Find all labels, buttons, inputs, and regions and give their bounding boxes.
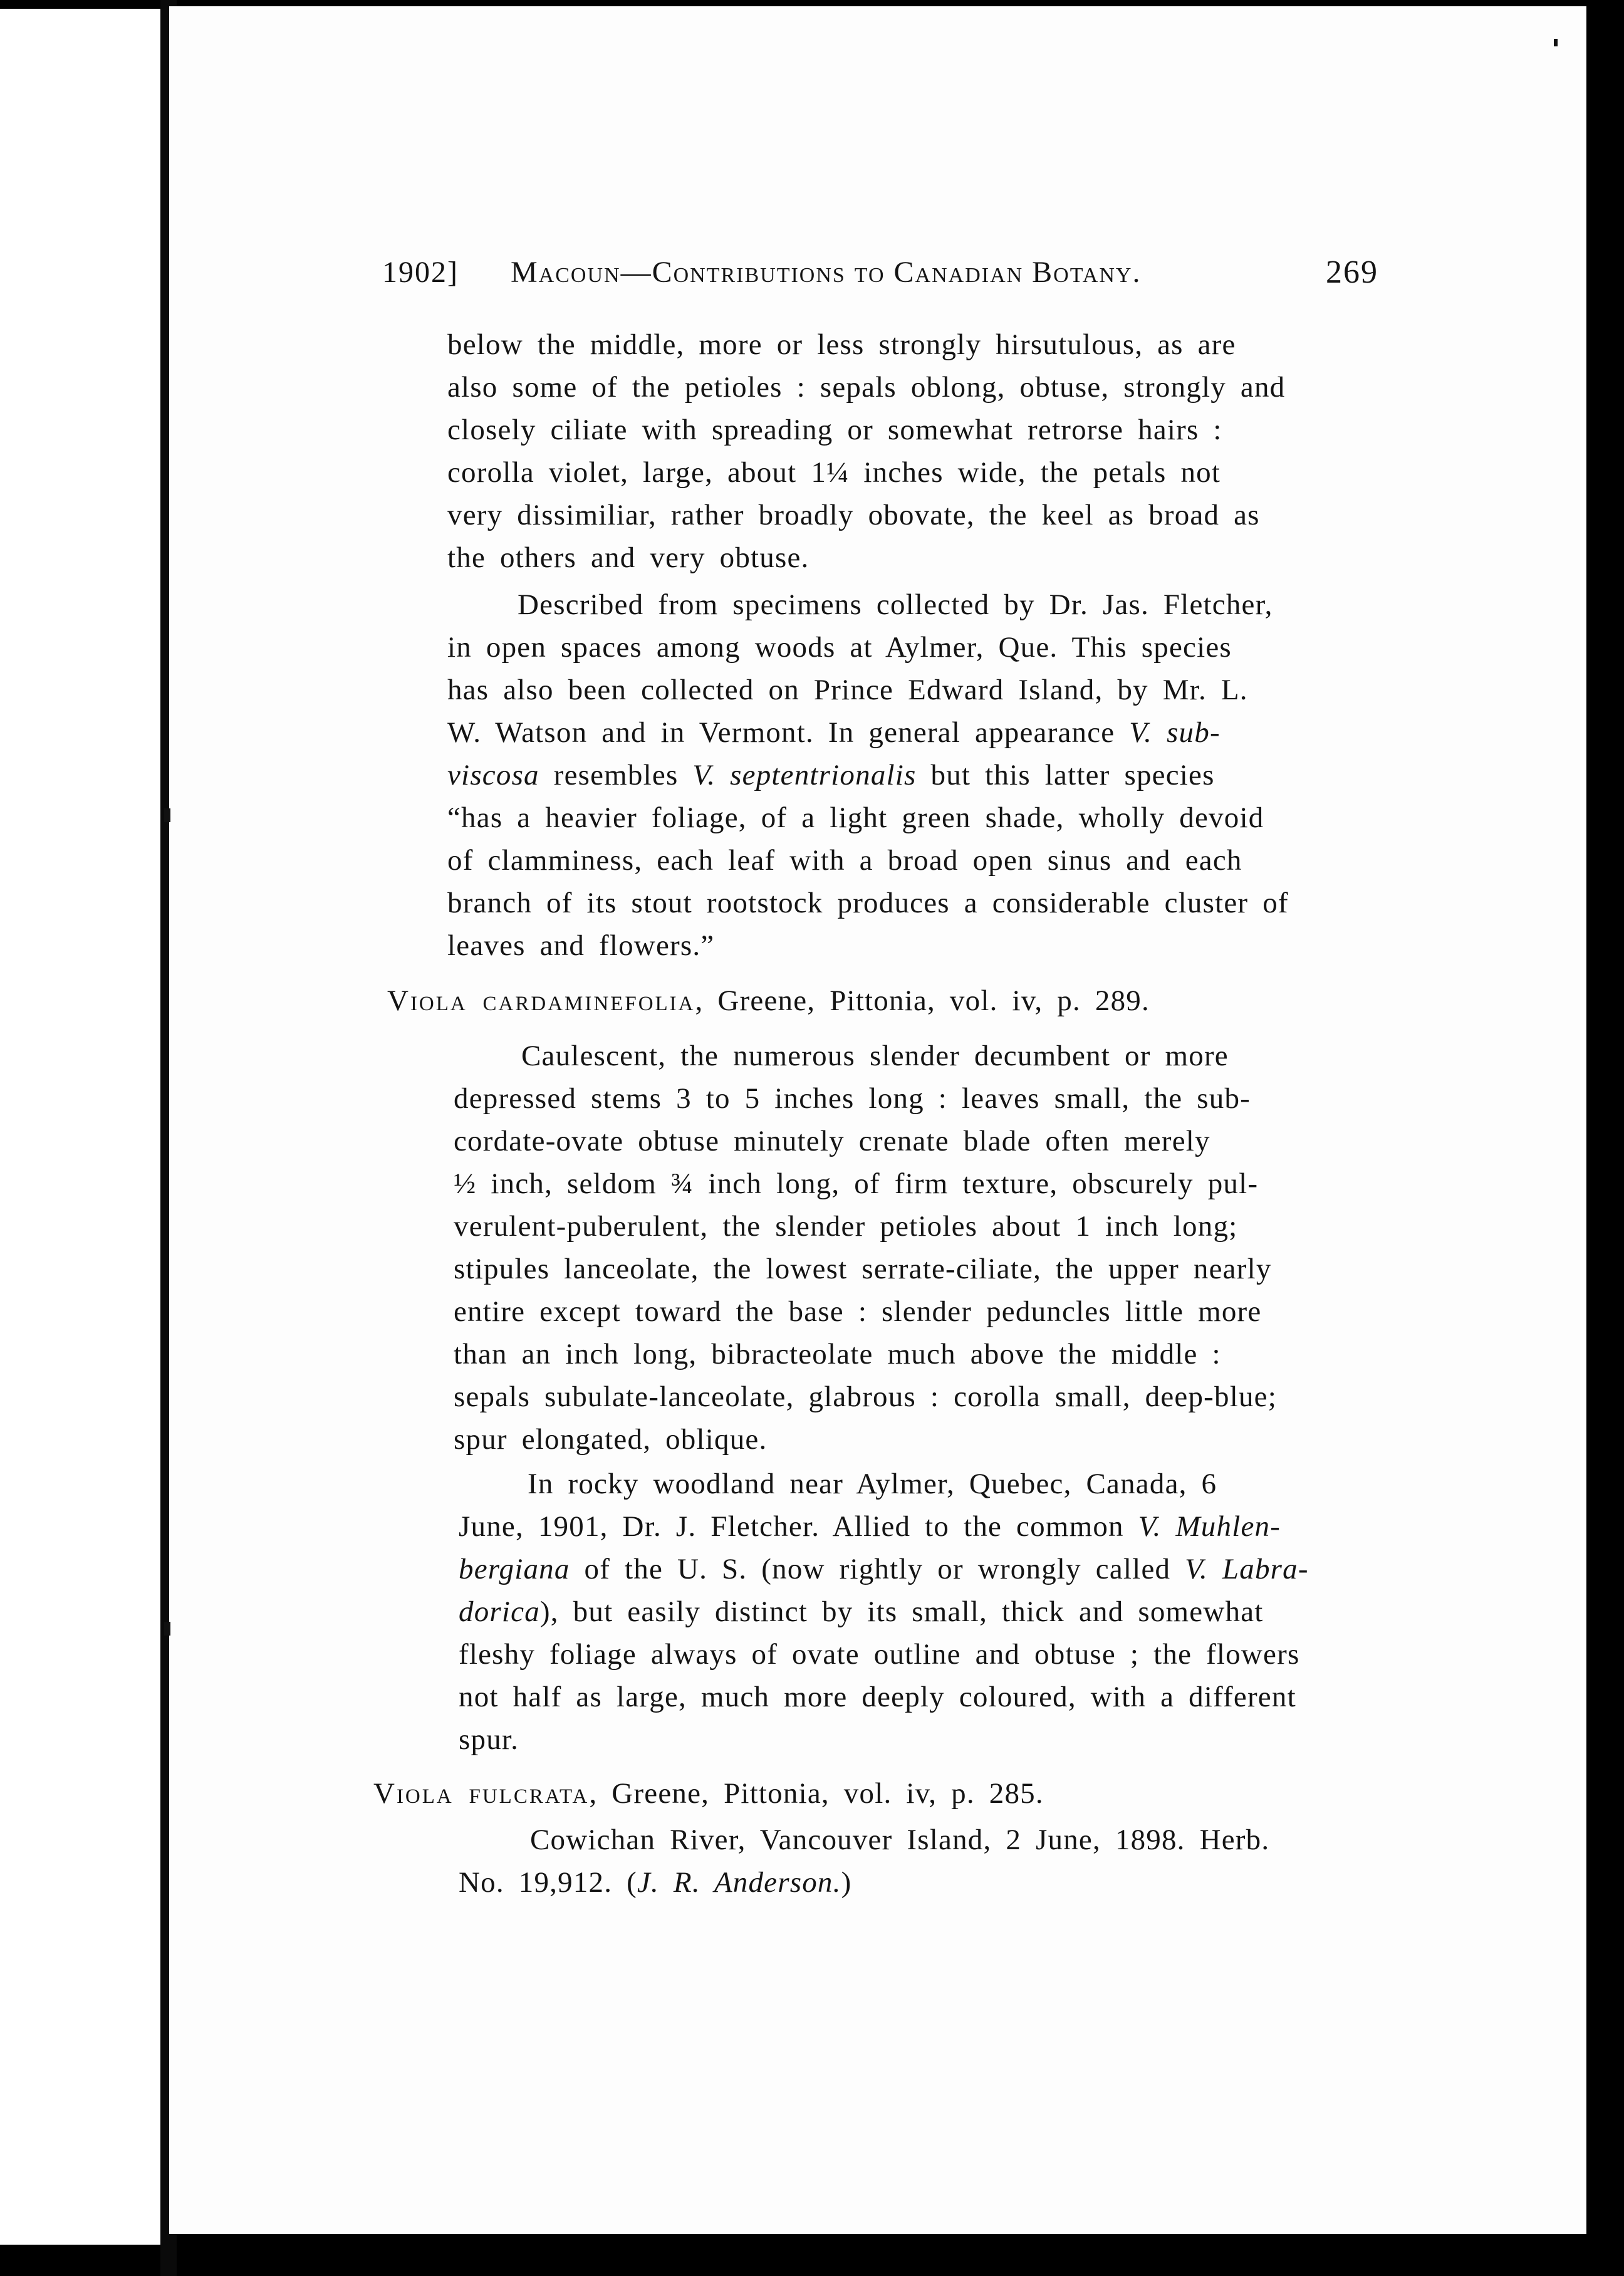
running-head bbox=[382, 251, 1378, 295]
header-year: 1902] bbox=[382, 256, 459, 289]
text-line: than an inch long, bibracteolate much above the middle : bbox=[454, 1338, 1221, 1370]
text-segment: but this latter species bbox=[916, 759, 1215, 791]
species-heading bbox=[373, 1775, 1044, 1812]
text-line bbox=[459, 1550, 1309, 1588]
species-name: Viola fulcrata bbox=[373, 1777, 590, 1810]
text-line: entire except toward the base : slender peduncles little more bbox=[454, 1295, 1262, 1328]
text-line bbox=[459, 1864, 851, 1901]
text-line: branch of its stout rootstock produces a considerable cluster of bbox=[447, 887, 1289, 919]
text-line: In rocky woodland near Aylmer, Quebec, Canada, 6 bbox=[528, 1468, 1217, 1500]
text-line: the others and very obtuse. bbox=[447, 541, 809, 574]
species-citation: , Greene, Pittonia, vol. iv, p. 289. bbox=[695, 984, 1150, 1017]
text-segment: ) bbox=[841, 1866, 852, 1899]
text-line: Described from specimens collected by Dr. Jas. Fletcher, bbox=[518, 588, 1273, 621]
scan-artifact bbox=[1554, 39, 1558, 46]
text-segment: W. Watson and in Vermont. In general appearance bbox=[447, 716, 1130, 749]
text-line bbox=[447, 714, 1221, 751]
text-segment: June, 1901, Dr. J. Fletcher. Allied to the common bbox=[459, 1510, 1138, 1543]
taxon-name: V. Muhlen- bbox=[1138, 1510, 1281, 1543]
text-line: of clamminess, each leaf with a broad open sinus and each bbox=[447, 844, 1242, 877]
page-number: 269 bbox=[1326, 254, 1378, 290]
text-line: not half as large, much more deeply coloured, with a different bbox=[459, 1681, 1296, 1713]
text-line bbox=[459, 1508, 1281, 1545]
taxon-name: bergiana bbox=[459, 1553, 570, 1585]
text-line: Cowichan River, Vancouver Island, 2 June, 1898. Herb. bbox=[530, 1824, 1270, 1856]
text-line: in open spaces among woods at Aylmer, Que. This species bbox=[447, 631, 1232, 664]
taxon-name: viscosa bbox=[447, 759, 539, 791]
taxon-name: V. septentrionalis bbox=[692, 759, 917, 791]
text-segment: of the U. S. (now rightly or wrongly called bbox=[570, 1553, 1185, 1585]
text-line bbox=[459, 1593, 1264, 1631]
text-line: stipules lanceolate, the lowest serrate-ciliate, the upper nearly bbox=[454, 1253, 1272, 1285]
scan-artifact bbox=[164, 1622, 170, 1636]
taxon-name: dorica bbox=[459, 1595, 540, 1628]
text-line: “has a heavier foliage, of a light green shade, wholly devoid bbox=[447, 801, 1264, 834]
text-line: fleshy foliage always of ovate outline and obtuse ; the flowers bbox=[459, 1638, 1300, 1671]
species-citation: , Greene, Pittonia, vol. iv, p. 285. bbox=[589, 1777, 1044, 1810]
text-segment: ), but easily distinct by its small, thick and somewhat bbox=[539, 1595, 1264, 1628]
text-line: also some of the petioles : sepals oblong, obtuse, strongly and bbox=[447, 371, 1286, 404]
text-line: very dissimiliar, rather broadly obovate, the keel as broad as bbox=[447, 499, 1260, 531]
text-line: Caulescent, the numerous slender decumbent or more bbox=[521, 1040, 1229, 1072]
text-line: spur. bbox=[459, 1723, 519, 1756]
text-line: closely ciliate with spreading or somewhat retrorse hairs : bbox=[447, 414, 1222, 446]
text-line: has also been collected on Prince Edward Island, by Mr. L. bbox=[447, 674, 1248, 706]
text-line: ½ inch, seldom ¾ inch long, of firm texture, obscurely pul- bbox=[454, 1167, 1259, 1200]
header-title: Macoun—Contributions to Canadian Botany. bbox=[511, 256, 1142, 289]
taxon-name: V. sub- bbox=[1129, 716, 1221, 749]
species-name: Viola cardaminefolia bbox=[387, 984, 695, 1017]
text-line: sepals subulate-lanceolate, glabrous : corolla small, deep-blue; bbox=[454, 1381, 1278, 1413]
text-line: spur elongated, oblique. bbox=[454, 1423, 768, 1456]
scan-artifact bbox=[164, 808, 170, 822]
text-line bbox=[447, 756, 1215, 794]
taxon-name: V. Labra- bbox=[1185, 1553, 1309, 1585]
text-line: cordate-ovate obtuse minutely crenate blade often merely bbox=[454, 1125, 1210, 1157]
text-line: verulent-puberulent, the slender petioles about 1 inch long; bbox=[454, 1210, 1238, 1243]
text-line: below the middle, more or less strongly hirsutulous, as are bbox=[447, 328, 1236, 361]
text-line: depressed stems 3 to 5 inches long : leaves small, the sub- bbox=[454, 1082, 1251, 1115]
text-line: leaves and flowers.” bbox=[447, 929, 715, 962]
text-segment: resembles bbox=[539, 759, 693, 791]
text-line: corolla violet, large, about 1¼ inches wide, the petals not bbox=[447, 456, 1221, 489]
species-heading bbox=[387, 982, 1150, 1020]
collector-name: J. R. Anderson. bbox=[637, 1866, 841, 1899]
text-segment: No. 19,912. ( bbox=[459, 1866, 637, 1899]
